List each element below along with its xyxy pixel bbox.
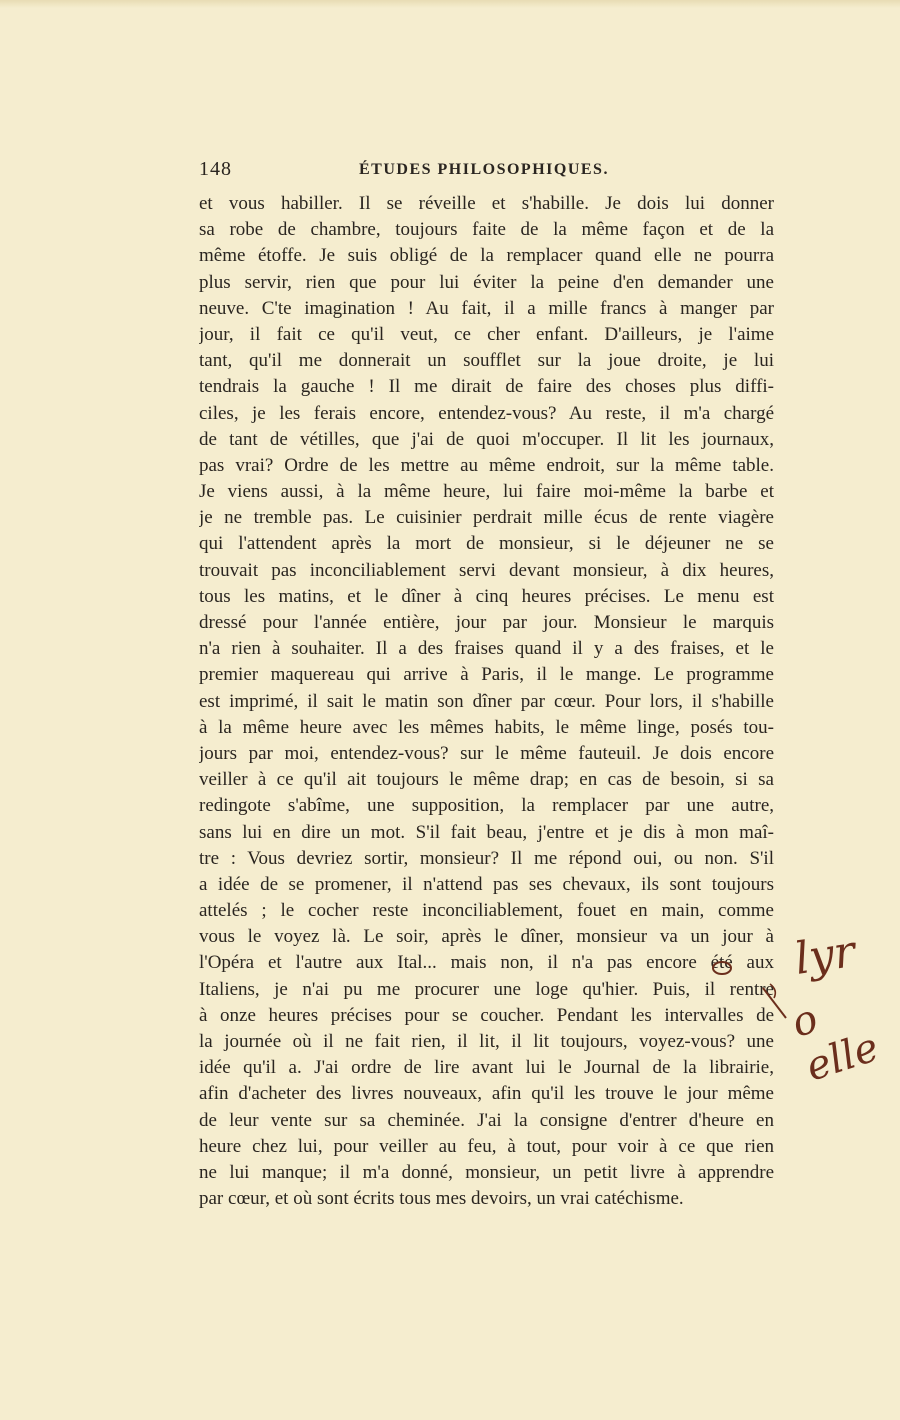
text-line: plus servir, rien que pour lui éviter la peine d'en demander une	[199, 271, 774, 293]
body-text	[199, 191, 774, 1212]
text-line: et vous habiller. Il se réveille et s'habille. Je dois lui donner	[199, 193, 774, 214]
text-line: tendrais la gauche ! Il me dirait de faire des choses plus diffi-	[199, 376, 774, 398]
text-line: heure chez lui, pour veiller au feu, à tout, pour voir à ce que rien	[199, 1135, 774, 1157]
text-line: attelés ; le cocher reste inconciliablement, fouet en main, comme	[199, 900, 774, 922]
text-line: veiller à ce qu'il ait toujours le même drap; en cas de besoin, si sa	[199, 769, 774, 791]
text-line: tre : Vous devriez sortir, monsieur? Il me répond oui, ou non. S'il	[199, 847, 774, 869]
text-line: tant, qu'il me donnerait un soufflet sur la joue droite, je lui	[199, 350, 774, 372]
text-line: de tant de vétilles, que j'ai de quoi m'occuper. Il lit les journaux,	[199, 428, 774, 450]
text-line: sa robe de chambre, toujours faite de la même façon et de la	[199, 219, 774, 241]
text-line: premier maquereau qui arrive à Paris, il le mange. Le programme	[199, 664, 774, 686]
text-line: a idée de se promener, il n'attend pas ses chevaux, ils sont toujours	[199, 873, 774, 895]
text-line: par cœur, et où sont écrits tous mes devoirs, un vrai catéchisme.	[199, 1188, 684, 1210]
text-line: pas vrai? Ordre de les mettre au même endroit, sur la même table.	[199, 454, 774, 476]
text-line: à la même heure avec les mêmes habits, le même linge, posés tou-	[199, 716, 774, 738]
text-line: afin d'acheter des livres nouveaux, afin qu'il les trouve le jour même	[199, 1083, 774, 1105]
text-line: Italiens, je n'ai pu me procurer une loge qu'hier. Puis, il rentre	[199, 978, 774, 1000]
text-line: jours par moi, entendez-vous? sur le même fauteuil. Je dois encore	[199, 742, 774, 764]
page-number: 148	[199, 158, 232, 180]
text-line: idée qu'il a. J'ai ordre de lire avant lui le Journal de la librairie,	[199, 1057, 774, 1079]
text-line: tous les matins, et le dîner à cinq heures précises. Le menu est	[199, 585, 774, 607]
text-line: neuve. C'te imagination ! Au fait, il a mille francs à manger par	[199, 297, 774, 319]
text-line: la journée où il ne fait rien, il lit, il lit toujours, voyez-vous? une	[199, 1031, 774, 1052]
text-line: ne lui manque; il m'a donné, monsieur, un petit livre à apprendre	[199, 1161, 774, 1183]
text-line: à onze heures précises pour se coucher. Pendant les intervalles de	[199, 1004, 774, 1026]
margin-note-2: o elle	[786, 995, 885, 1091]
text-line: Je viens aussi, à la même heure, lui faire moi-même la barbe et	[199, 481, 774, 503]
text-line: redingote s'abîme, une supposition, la remplacer par une autre,	[199, 795, 774, 817]
text-line: vous le voyez là. Le soir, après le dîner, monsieur va un jour à	[199, 926, 774, 948]
text-line: même étoffe. Je suis obligé de la remplacer quand elle ne pourra	[199, 245, 774, 267]
text-line: ciles, je les ferais encore, entendez-vous? Au reste, il m'a chargé	[199, 402, 774, 424]
bleed-through-text	[100, 1018, 260, 1058]
page-header	[199, 158, 777, 188]
text-line: trouvait pas inconciliablement servi devant monsieur, à dix heures,	[199, 559, 774, 581]
text-line: de leur vente sur sa cheminée. J'ai la consigne d'entrer d'heure en	[199, 1109, 774, 1131]
text-line: est imprimé, il sait le matin son dîner par cœur. Pour lors, il s'habille	[199, 690, 774, 712]
handwritten-correction-mark	[708, 960, 788, 1020]
text-line: l'Opéra et l'autre aux Ital... mais non, il n'a pas encore été aux	[199, 952, 774, 974]
running-head: ÉTUDES PHILOSOPHIQUES.	[359, 161, 609, 178]
text-line: sans lui en dire un mot. S'il fait beau, j'entre et je dis à mon maî-	[199, 821, 774, 843]
text-line: qui l'attendent après la mort de monsieur, si le déjeuner ne se	[199, 533, 774, 555]
text-line: n'a rien à souhaiter. Il a des fraises quand il y a des fraises, et le	[199, 638, 774, 660]
text-line: jour, il fait ce qu'il veut, ce cher enfant. D'ailleurs, je l'aime	[199, 323, 774, 345]
text-line: je ne tremble pas. Le cuisinier perdrait mille écus de rente viagère	[199, 507, 774, 529]
text-line: dressé pour l'année entière, jour par jour. Monsieur le marquis	[199, 612, 774, 633]
margin-note-1: lyr	[791, 926, 859, 985]
